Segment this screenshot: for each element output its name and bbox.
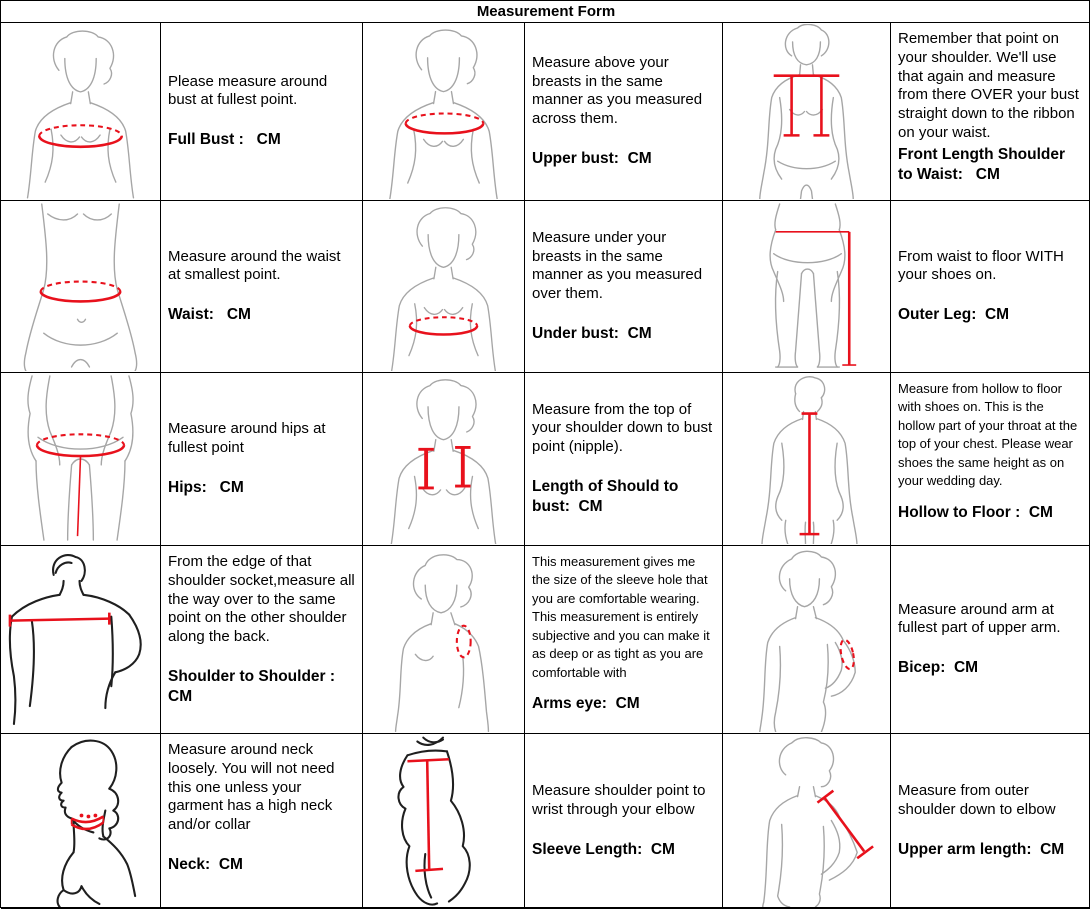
measurement-description: Please measure around bust at fullest point.: [168, 72, 332, 109]
waist-figure-illustration: [2, 202, 159, 371]
cell-upper-arm-length-illustration: [723, 734, 891, 909]
cell-under-bust-illustration: [363, 201, 525, 373]
shoulder-to-waist-measurement-lines: [774, 76, 840, 136]
cell-shoulder-to-shoulder-text: [161, 546, 363, 734]
shoulder-to-bust-figure-illustration: [364, 374, 523, 544]
outer-leg-figure-illustration: [724, 202, 889, 371]
neck-profile-illustration: [2, 735, 159, 907]
bicep-figure-illustration: [724, 547, 889, 732]
cell-bicep-text: [891, 546, 1090, 734]
measurement-description: Measure around the waist at smallest point.: [168, 247, 345, 284]
measurement-label: Length of Should to bust: CM: [532, 477, 683, 516]
measurement-description: Measure from hollow to floor with shoes on. This is the hollow part of your throat at the top of your chest. Please wear shoes the same height as on your wedding day.: [898, 381, 1081, 489]
measurement-description: Remember that point on your shoulder. We'll use that again and measure from there OVER your bust straight down to the ribbon on your waist.: [898, 30, 1084, 141]
shoulder-to-shoulder-figure-illustration: [2, 547, 159, 732]
cell-arms-eye-text: [525, 546, 723, 734]
cell-shoulder-to-bust-illustration: [363, 373, 525, 546]
hollow-to-floor-figure-illustration: [724, 374, 889, 544]
upper-bust-measurement-ellipse: [406, 113, 484, 133]
armhole-measurement-ellipse: [457, 626, 471, 658]
cell-waist-text: [161, 201, 363, 373]
sleeve-length-figure-illustration: [364, 735, 523, 907]
measurement-description: Measure above your breasts in the same manner as you measured across them.: [532, 53, 707, 128]
cell-hollow-to-floor-illustration: [723, 373, 891, 546]
shoulder-to-shoulder-measurement-line: [10, 613, 109, 627]
measurement-description: From the edge of that shoulder socket,measure all the way over to the same point on the other shoulder along the back.: [168, 553, 359, 645]
cell-hollow-to-floor-text: [891, 373, 1090, 546]
cell-hips-text: [161, 373, 363, 546]
cell-bicep-illustration: [723, 546, 891, 734]
measurement-description: Measure from outer shoulder down to elbow: [898, 782, 1056, 818]
cell-sleeve-length-illustration: [363, 734, 525, 909]
hips-figure-illustration: [2, 374, 159, 544]
under-bust-measurement-ellipse: [410, 317, 477, 334]
cell-full-bust-illustration: [1, 23, 161, 201]
cell-neck-illustration: [1, 734, 161, 909]
measurement-description: Measure shoulder point to wrist through your elbow: [532, 782, 710, 818]
form-title: Measurement Form: [1, 1, 1090, 23]
neck-measurement-band: [72, 814, 104, 829]
measurement-label: Hollow to Floor : CM: [898, 503, 1053, 521]
measurement-label: Neck: CM: [168, 855, 243, 873]
upper-arm-length-figure-illustration: [724, 735, 889, 907]
cell-front-length-illustration: [723, 23, 891, 201]
cell-waist-illustration: [1, 201, 161, 373]
measurement-description: This measurement gives me the size of the sleeve hole that you are comfortable wearing. This measurement is entirely subjective and you can make it as deep or as tight as you are comfortable with: [532, 554, 714, 680]
full-bust-figure-illustration: [2, 24, 159, 199]
cell-upper-bust-illustration: [363, 23, 525, 201]
measurement-label: Under bust: CM: [532, 324, 652, 342]
cell-upper-bust-text: [525, 23, 723, 201]
cell-front-length-text: [891, 23, 1090, 201]
cell-hips-illustration: [1, 373, 161, 546]
hollow-to-floor-measurement-line: [800, 414, 820, 535]
measurement-description: Measure around arm at fullest part of upper arm.: [898, 600, 1061, 637]
cell-shoulder-to-bust-text: [525, 373, 723, 546]
cell-outer-leg-text: [891, 201, 1090, 373]
measurement-label: Full Bust : CM: [168, 131, 281, 149]
cell-sleeve-length-text: [525, 734, 723, 909]
measurement-description: Measure from the top of your shoulder down to bust point (nipple).: [532, 400, 717, 456]
measurement-description: Measure around neck loosely. You will not need this one unless your garment has a high neck and/or collar: [168, 741, 339, 833]
measurement-label: Outer Leg: CM: [898, 306, 1010, 324]
measurement-description: From waist to floor WITH your shoes on.: [898, 247, 1069, 284]
cell-under-bust-text: [525, 201, 723, 373]
measurement-label: Front Length Shoulder to Waist: CM: [898, 145, 1070, 183]
measurement-label: Bicep: CM: [898, 659, 979, 677]
cell-shoulder-to-shoulder-illustration: [1, 546, 161, 734]
cell-outer-leg-illustration: [723, 201, 891, 373]
cell-arms-eye-illustration: [363, 546, 525, 734]
measurement-description: Measure around hips at fullest point: [168, 420, 330, 456]
waist-measurement-ellipse: [41, 282, 120, 302]
measurement-label: Shoulder to Shoulder : CM: [168, 667, 340, 705]
measurement-label: Arms eye: CM: [532, 695, 640, 713]
measurement-label: Sleeve Length: CM: [532, 840, 675, 858]
measurement-label: Upper bust: CM: [532, 149, 652, 167]
front-length-figure-illustration: [724, 24, 889, 199]
cell-upper-arm-length-text: [891, 734, 1090, 909]
measurement-description: Measure under your breasts in the same manner as you measured over them.: [532, 228, 707, 303]
measurement-label: Waist: CM: [168, 306, 251, 324]
shoulder-to-elbow-measurement-line: [817, 791, 873, 859]
cell-full-bust-text: [161, 23, 363, 201]
measurement-label: Upper arm length: CM: [898, 840, 1065, 858]
under-bust-figure-illustration: [364, 202, 523, 371]
sleeve-length-measurement-line: [407, 759, 448, 871]
arms-eye-figure-illustration: [364, 547, 523, 732]
upper-bust-figure-illustration: [364, 24, 523, 199]
shoulder-to-bust-measurement-lines: [418, 447, 470, 488]
measurement-label: Hips: CM: [168, 478, 244, 496]
cell-neck-text: [161, 734, 363, 909]
